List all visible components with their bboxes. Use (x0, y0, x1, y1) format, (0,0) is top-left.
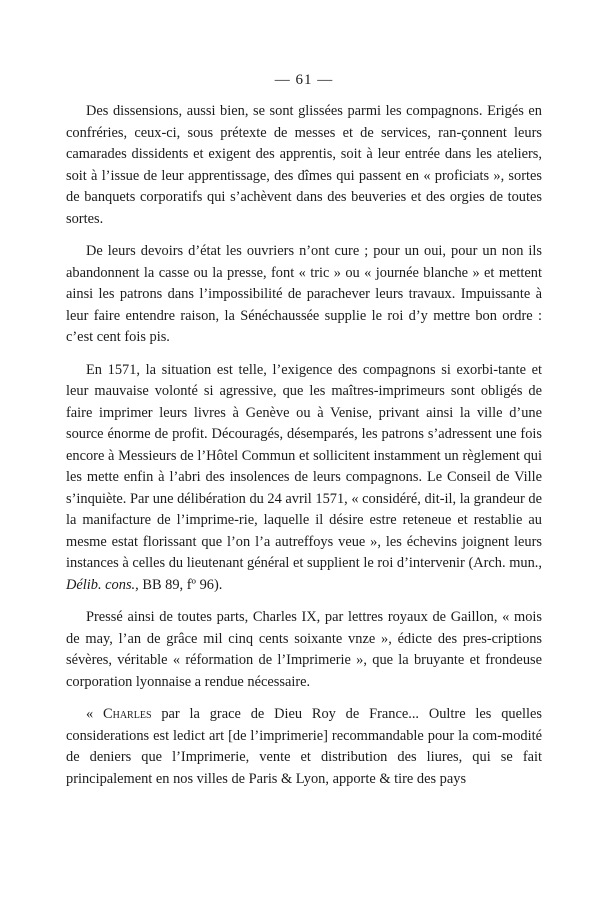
paragraph-dissensions: Des dissensions, aussi bien, se sont glissées parmi les compagnons. Erigés en confréries, ceux-ci, sous prétexte de messes et de services, ran-çonnent leurs camarades dissidents et exigent des apprentis, soit à leur entrée dans les ateliers, soit à l’issue de leur apprentissage, des dîmes qui passent en « proficiats », sortes de banquets corporatifs qui s’achèvent dans des beuveries et des orgies de toutes sortes. (66, 103, 542, 227)
paragraph-1571-end: , BB 89, fº 96). (135, 576, 223, 593)
italic-source-ref: Délib. cons. (66, 576, 136, 593)
paragraph-1571 (66, 360, 542, 597)
royal-letter-text: par la grace de Dieu Roy de France... Oultre les quelles considerations est ledict art [de l’imprimerie] recommandable pour la com-modité de deniers que l’Imprimerie, vente et distribution des liures, qui se fait principalement en nos villes de Paris & Lyon, apporte & tire des pays (66, 706, 542, 787)
paragraph-devoirs: De leurs devoirs d’état les ouvriers n’ont cure ; pour un oui, pour un non ils abandonnent la casse ou la presse, font « tric » ou « journée blanche » et mettent ainsi les patrons dans l’impossibilité de parachever leurs travaux. Impuissante à leur faire entendre raison, la Sénéchaussée supplie le roi d’y mettre bon ordre : c’est cent fois pis. (66, 243, 542, 345)
paragraph-charles-ix: Pressé ainsi de toutes parts, Charles IX, par lettres royaux de Gaillon, « mois de may, l’an de grâce mil cinq cents soixante vnze », édicte des pres-criptions sévères, véritable « réformation de l’Imprimerie », que la bruyante et frondeuse corporation lyonnaise a rendue nécessaire. (66, 609, 542, 690)
small-caps-charles: Charles (103, 706, 152, 722)
paragraph-royal-letter (66, 704, 542, 790)
paragraph-1571-text: En 1571, la situation est telle, l’exigence des compagnons si exorbi-tante et leur mauvaise volonté si agressive, que les maîtres-imprimeurs sont obligés de faire imprimer leurs livres à Genève ou à Venise, privant ainsi la ville d’une source énorme de profit. Découragés, désemparés, les patrons s’adressent une fois encore à Messieurs de l’Hôtel Commun et sollicitent instamment un règlement qui les mette enfin à l’abri des insolences de leurs compagnons. Le Conseil de Ville s’inquiète. Par une délibération du 24 avril 1571, « considéré, dit-il, la grandeur de la manifacture de l’imprime-rie, laquelle il désire estre reteneue et restablie au mesme estat florissant que l’on l’a autreffoys veue », les échevins joignent leurs instances à celles du lieutenant général et supplient le roi d’intervenir (Arch. mun., (66, 361, 542, 571)
page-number: — 61 — (274, 72, 334, 88)
quote-open: « (86, 706, 104, 722)
document-page (66, 72, 542, 801)
